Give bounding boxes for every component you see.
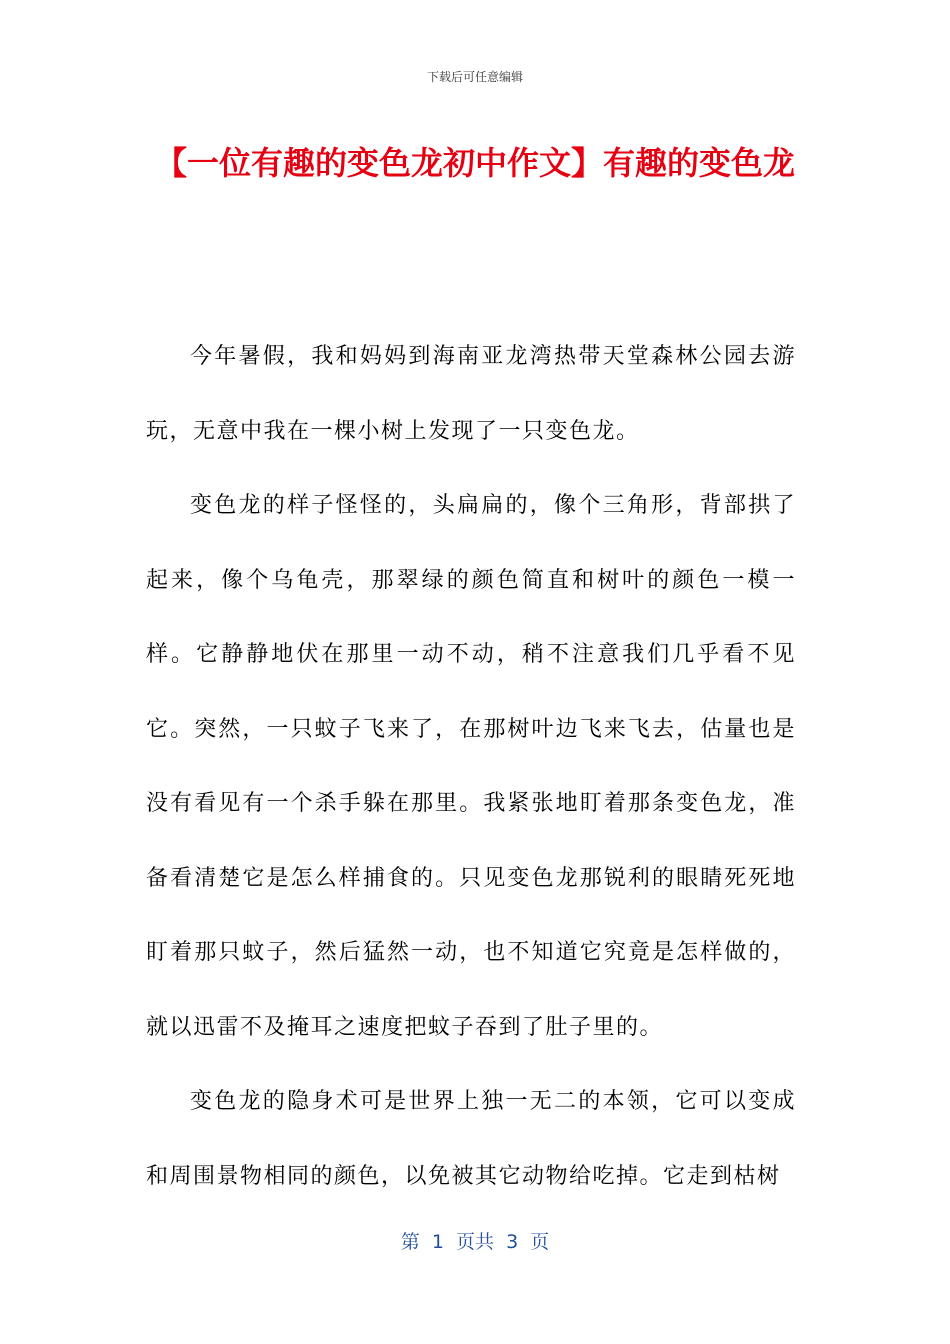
- paragraph-3: 变色龙的隐身术可是世界上独一无二的本领，它可以变成和周围景物相同的颜色，以免被其它动物给吃掉。它走到枯树: [146, 1089, 796, 1189]
- page-number-footer: 第 1 页共 3 页: [400, 1231, 550, 1253]
- paragraph-1: 今年暑假，我和妈妈到海南亚龙湾热带天堂森林公园去游玩，无意中我在一棵小树上发现了一只变色龙。: [146, 344, 796, 444]
- document-title: 【一位有趣的变色龙初中作文】有趣的变色龙: [154, 144, 795, 182]
- page-header-note: 下载后可任意编辑: [426, 70, 523, 84]
- document-body: [146, 320, 796, 1214]
- paragraph-2: 变色龙的样子怪怪的，头扁扁的，像个三角形，背部拱了起来，像个乌龟壳，那翠绿的颜色简直和树叶的颜色一模一样。它静静地伏在那里一动不动，稍不注意我们几乎看不见它。突然，一只蚊子飞来了，在那树叶边飞来飞去，估量也是没有看见有一个杀手躲在那里。我紧张地盯着那条变色龙，准备看清楚它是怎么样捕食的。只见变色龙那锐利的眼睛死死地盯着那只蚊子，然后猛然一动，也不知道它究竟是怎样做的，就以迅雷不及掩耳之速度把蚊子吞到了肚子里的。: [146, 493, 796, 1040]
